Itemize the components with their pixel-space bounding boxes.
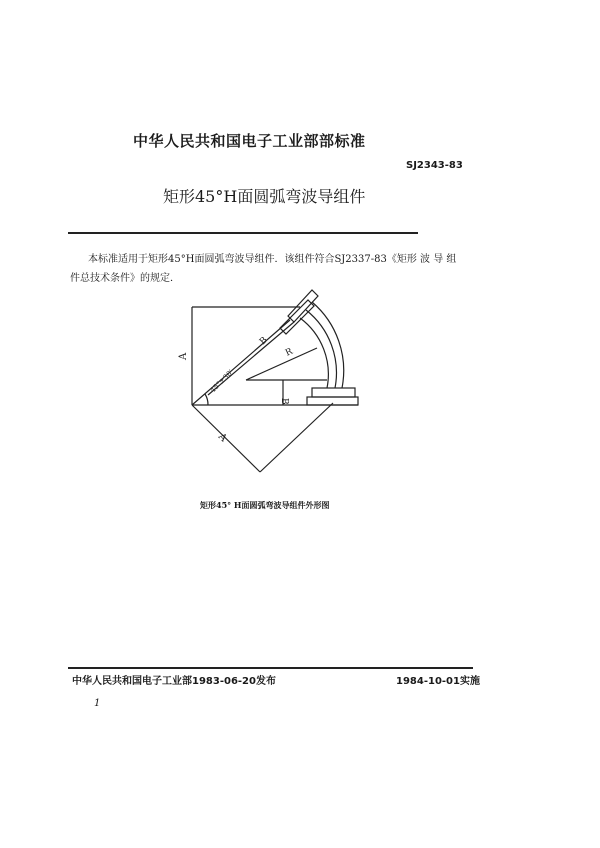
figure-caption: 矩形45° H面圆弧弯波导组件外形图 bbox=[200, 500, 330, 510]
issue-date: 中华人民共和国电子工业部1983-06-20发布 bbox=[72, 676, 276, 687]
effective-date: 1984-10-01实施 bbox=[396, 676, 480, 687]
diagonal-edge bbox=[192, 320, 290, 405]
dimension-line-a-lower-right bbox=[260, 403, 333, 472]
label-a-vertical: A bbox=[178, 352, 189, 360]
label-radius: R bbox=[284, 346, 295, 359]
label-b-horizontal: B bbox=[279, 398, 289, 405]
standard-code: SJ2343-83 bbox=[406, 160, 463, 171]
body-paragraph-line1: 本标准适用于矩形45°H面圆弧弯波导组件．该组件符合SJ2337-83《矩形 波 导 组 bbox=[88, 254, 457, 265]
middle-arc bbox=[306, 310, 336, 388]
label-a-diagonal: A bbox=[215, 431, 229, 445]
page-number: 1 bbox=[94, 698, 101, 709]
label-b-diagonal: B bbox=[258, 335, 270, 348]
radius-line bbox=[246, 348, 317, 380]
bottom-flange-upper bbox=[312, 388, 355, 397]
issuing-organization: 中华人民共和国电子工业部部标准 bbox=[133, 132, 366, 150]
body-paragraph-line2: 件总技术条件》的规定． bbox=[70, 273, 180, 284]
document-title: 矩形45°H面圆弧弯波导组件 bbox=[163, 187, 366, 206]
label-angle: 45°±30′ bbox=[208, 368, 235, 395]
footer-divider bbox=[68, 667, 473, 669]
angle-arc bbox=[205, 394, 208, 405]
inner-arc bbox=[300, 318, 328, 388]
